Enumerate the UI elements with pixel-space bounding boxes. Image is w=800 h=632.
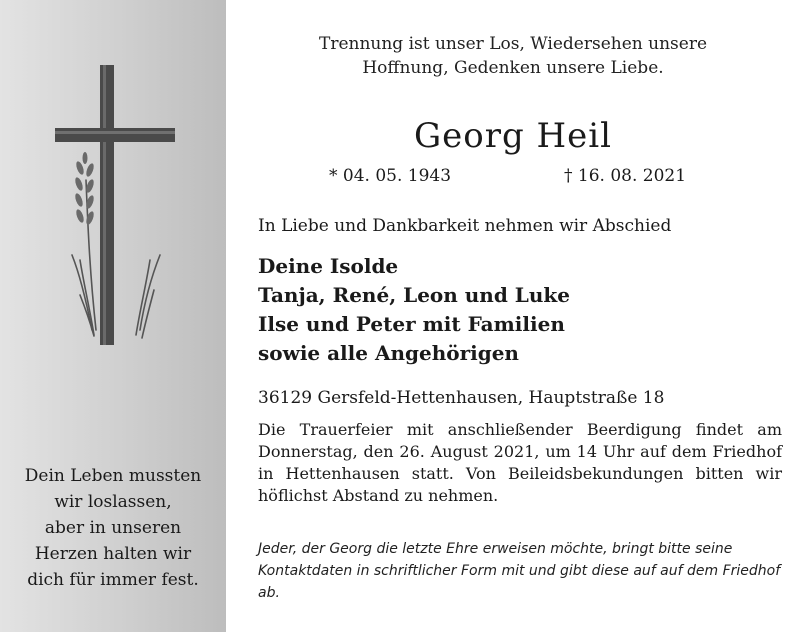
mourner-entry: Tanja, René, Leon und Luke — [258, 283, 570, 307]
cross-with-wheat-icon — [50, 60, 180, 350]
deceased-name: Georg Heil — [413, 116, 613, 156]
side-verse-line: Herzen halten wir — [34, 544, 192, 564]
motto — [226, 32, 800, 80]
motto-line: Trennung ist unser Los, Wiedersehen unsere — [318, 34, 708, 54]
side-verse-line: wir loslassen, — [54, 492, 172, 512]
motto-line: Hoffnung, Gedenken unsere Liebe. — [362, 58, 664, 78]
contact-note: Jeder, der Georg die letzte Ehre erweisen möchte, bringt bitte seine Kontaktdaten in schriftlicher Form mit und gibt diese auf auf dem Friedhof ab. — [258, 541, 781, 601]
mourners-list — [258, 252, 570, 368]
ceremony-details: Die Trauerfeier mit anschließender Beerdigung findet am Donnerstag, den 26. August 2021, um 14 Uhr auf dem Friedhof in Hettenhausen statt. Von Beileidsbekundungen bitten wir höflichst Abstand zu nehmen. — [258, 420, 782, 505]
side-verse — [6, 463, 220, 593]
main-content — [226, 0, 800, 632]
farewell-line: In Liebe und Dankbarkeit nehmen wir Abschied — [258, 216, 672, 236]
mourner-entry: Ilse und Peter mit Familien — [258, 312, 565, 336]
birth-date: * 04. 05. 1943 — [329, 166, 452, 186]
side-verse-line: aber in unseren — [44, 518, 182, 538]
death-date: † 16. 08. 2021 — [564, 166, 687, 186]
address: 36129 Gersfeld-Hettenhausen, Hauptstraße 18 — [258, 388, 665, 408]
mourner-entry: sowie alle Angehörigen — [258, 341, 519, 365]
mourner-entry: Deine Isolde — [258, 254, 399, 278]
side-verse-line: Dein Leben mussten — [24, 466, 202, 486]
sidebar-panel — [0, 0, 226, 632]
side-verse-line: dich für immer fest. — [27, 570, 199, 590]
